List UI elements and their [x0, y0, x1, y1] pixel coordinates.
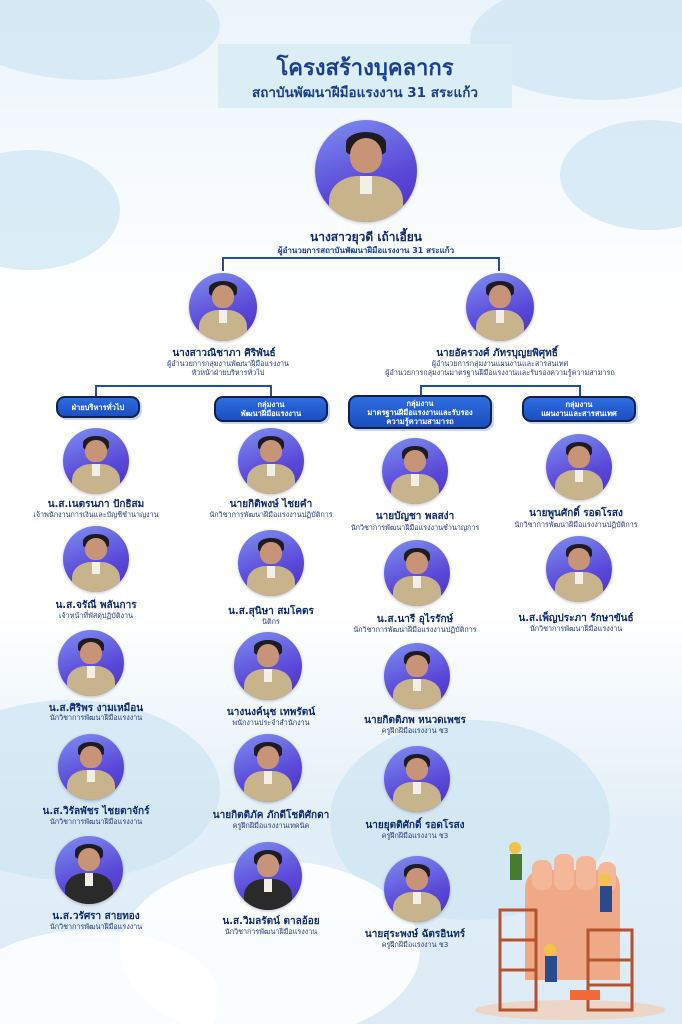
staff-name: น.ส.ศิริพร งามเหมือน	[48, 703, 144, 714]
director-photo	[315, 120, 417, 222]
staff-name: น.ส.วิรัลพัชร ไชยตาจักร์	[42, 806, 150, 817]
staff-role: นักวิชาการพัฒนาฝีมือแรงงานปฏิบัติการ	[209, 510, 333, 519]
group-badge-label: กลุ่มงาน	[257, 400, 285, 409]
staff-role: นักวิชาการพัฒนาฝีมือแรงงาน	[49, 713, 143, 722]
staff-role: ครูฝึกฝีมือแรงงาน ช3	[381, 940, 449, 949]
staff-name: น.ส.นารี อุไรรักษ์	[376, 614, 454, 625]
staff-role: นักวิชาการพัฒนาฝีมือแรงงาน	[49, 922, 143, 931]
staff-role: ครูฝึกฝีมือแรงงาน ช3	[381, 831, 449, 840]
staff-photo	[234, 842, 302, 910]
staff-name: น.ส.วิมลรัตน์ ตาลอ้อย	[222, 916, 320, 927]
staff-photo	[63, 526, 129, 592]
staff-name: นายกิตติภพ หนวดเพชร	[364, 715, 466, 726]
group-badge-skill-dev	[214, 396, 328, 422]
staff-role: ครูฝึกฝีมือแรงงานเทคนิค	[232, 821, 310, 830]
page-subtitle: สถาบันพัฒนาฝีมือแรงงาน 31 สระแก้ว	[252, 85, 478, 101]
right-head-photo	[466, 273, 534, 341]
staff-photo	[384, 856, 450, 922]
right-head-role: ผู้อำนวยการกลุ่มงานมาตรฐานฝีมือแรงงานและรับรองความรู้ความสามารถ	[385, 368, 615, 377]
staff-role: พนักงานประจำสำนักงาน	[232, 718, 310, 727]
staff-name: น.ส.วรัศรา สายทอง	[52, 911, 140, 922]
left-head-role: หัวหน้าฝ่ายบริหารทั่วไป	[191, 368, 265, 377]
left-head-role: ผู้อำนวยการกลุ่มงานพัฒนาฝีมือแรงงาน	[167, 359, 289, 368]
staff-role: นักวิชาการพัฒนาฝีมือแรงงานชำนาญการ	[350, 523, 480, 532]
staff-photo	[55, 836, 123, 904]
staff-photo	[382, 438, 448, 504]
staff-name: นายบัญชา พลสง่า	[375, 511, 455, 522]
staff-role: นักวิชาการพัฒนาฝีมือแรงงาน	[529, 624, 623, 633]
staff-photo	[63, 428, 129, 494]
page-title: โครงสร้างบุคลากร	[276, 56, 454, 81]
staff-name: น.ส.จรัณี พลันการ	[55, 600, 137, 611]
left-head-photo	[189, 273, 257, 341]
staff-name: นายยุตติศักดิ์ รอดโรสง	[365, 820, 465, 831]
staff-name: น.ส.เนตรนภา ปักธิสม	[47, 499, 145, 510]
group-badge-label: ฝ่ายบริหารทั่วไป	[71, 402, 125, 412]
staff-role: เจ้าหน้าที่พัสดุปฏิบัติงาน	[59, 611, 133, 620]
title-box	[218, 44, 512, 108]
staff-role: นักวิชาการพัฒนาฝีมือแรงงานปฏิบัติการ	[514, 520, 638, 529]
staff-role: นิติกร	[262, 617, 280, 626]
staff-name: นางนงค์นุช เทพรัตน์	[226, 707, 316, 718]
staff-role: เจ้าพนักงานการเงินและบัญชีชำนาญงาน	[33, 510, 159, 519]
staff-name: นายพูนศักดิ์ รอดโรสง	[529, 508, 623, 519]
staff-role: นักวิชาการพัฒนาฝีมือแรงงาน	[49, 817, 143, 826]
connector-line	[95, 385, 271, 387]
cloud-decoration	[0, 150, 120, 270]
connector-line	[222, 257, 224, 271]
staff-photo	[546, 536, 612, 602]
cloud-decoration	[560, 120, 682, 230]
director-role: ผู้อำนวยการสถาบันพัฒนาฝีมือแรงงาน 31 สระแก้ว	[277, 246, 455, 255]
staff-role: นักวิชาการพัฒนาฝีมือแรงงาน	[224, 927, 318, 936]
staff-role: ครูฝึกฝีมือแรงงาน ช3	[381, 726, 449, 735]
staff-role: นักวิชาการพัฒนาฝีมือแรงงานปฏิบัติการ	[353, 625, 477, 634]
group-badge-label: แผนงานและสารสนเทศ	[541, 409, 617, 418]
group-badge-admin	[56, 396, 140, 418]
connector-line	[420, 385, 580, 387]
group-badge-label: กลุ่มงาน	[565, 400, 593, 409]
staff-photo	[58, 630, 124, 696]
group-badge-label: มาตรฐานฝีมือแรงงานและรับรอง	[367, 407, 473, 417]
right-head-name: นายอัครวงศ์ ภัทรบุญยพิศุทธิ์	[436, 348, 558, 359]
staff-photo	[238, 428, 304, 494]
cloud-decoration	[0, 0, 220, 80]
connector-line	[498, 257, 500, 271]
staff-name: นายกิติพงษ์ ไชยคำ	[229, 499, 313, 510]
staff-photo	[234, 734, 302, 802]
staff-photo	[546, 434, 612, 500]
staff-photo	[384, 643, 450, 709]
group-badge-label: ความรู้ความสามารถ	[386, 416, 454, 426]
staff-photo	[58, 734, 124, 800]
group-badge-label: พัฒนาฝีมือแรงงาน	[240, 409, 302, 418]
staff-name: นายสุระพงษ์ ฉัตรอินทร์	[364, 929, 466, 940]
staff-photo	[238, 530, 304, 596]
staff-name: น.ส.เพ็ญประภา รักษาขันธ์	[518, 613, 634, 624]
workers-fist-illustration	[470, 830, 670, 1020]
staff-name: น.ส.สุนิษา สมโคตร	[228, 606, 314, 617]
group-badge-standards	[348, 395, 492, 429]
staff-name: นายกิตติภัค ภักดีโชติศักดา	[212, 810, 330, 821]
left-head-name: นางสาวณิชาภา ศิริพันธ์	[172, 348, 276, 359]
connector-line	[222, 257, 499, 259]
group-badge-label: กลุ่มงาน	[406, 398, 434, 408]
right-head-role: ผู้อำนวยการกลุ่มงานแผนงานและสารสนเทศ	[431, 359, 569, 368]
staff-photo	[234, 632, 302, 700]
director-name: นางสาวยุวดี เถ้าเอี้ยน	[310, 230, 422, 244]
staff-photo	[384, 540, 450, 606]
group-badge-planning	[522, 396, 636, 422]
staff-photo	[384, 746, 450, 812]
